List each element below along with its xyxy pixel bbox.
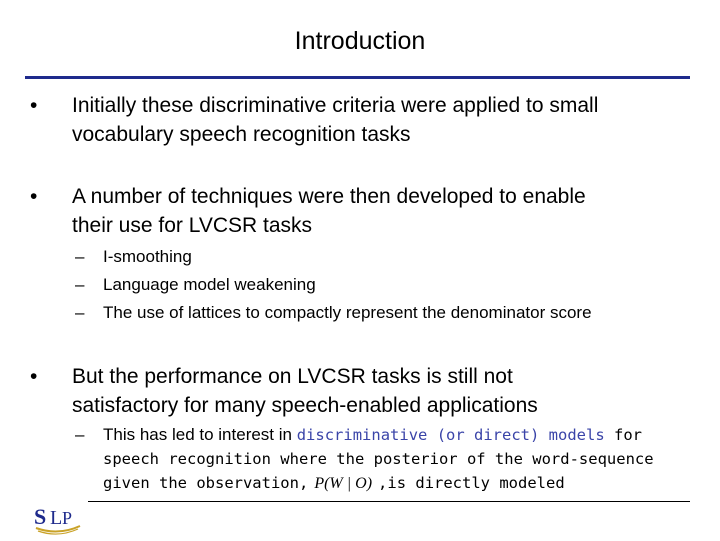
slp-logo-icon <box>28 500 88 536</box>
sub-item-4-text-a: This has led to interest in <box>103 425 297 444</box>
bullet-3 <box>30 362 690 420</box>
sub-item-3-text: The use of lattices to compactly represent the denominator score <box>103 303 592 322</box>
sub-item-2 <box>75 272 695 298</box>
bullet-3-line-2: satisfactory for many speech-enabled applications <box>72 394 538 417</box>
sub-item-1-text: I-smoothing <box>103 247 192 266</box>
bullet-dot: • <box>30 94 38 117</box>
bullet-1 <box>30 91 690 149</box>
bullet-2-line-1: A number of techniques were then developed to enable <box>72 185 586 208</box>
slp-logo <box>28 500 88 536</box>
svg-text:S: S <box>34 504 47 529</box>
svg-text:P: P <box>62 508 73 528</box>
dash-marker: – <box>75 247 85 266</box>
dash-marker: – <box>75 303 85 322</box>
bullet-1-line-2: vocabulary speech recognition tasks <box>72 123 411 146</box>
sub-item-2-text: Language model weakening <box>103 275 316 294</box>
svg-text:L: L <box>50 507 63 529</box>
bullet-dot: • <box>30 365 38 388</box>
sub-item-4-line-2: speech recognition where the posterior of the word-sequence <box>103 450 654 468</box>
title-underline <box>25 76 690 79</box>
sub-item-3 <box>75 300 695 326</box>
bullet-2 <box>30 182 690 240</box>
footer-rule <box>88 501 690 502</box>
sub-item-4-line-1 <box>103 423 695 447</box>
sub-item-4-text-d: ,is directly modeled <box>378 474 565 492</box>
bullet-3-line-1: But the performance on LVCSR tasks is still not <box>72 365 513 388</box>
highlight-term: discriminative (or direct) models <box>296 426 605 444</box>
posterior-formula: P(W | O) <box>314 475 373 492</box>
slide-title: Introduction <box>294 27 426 55</box>
bullet-2-line-2: their use for LVCSR tasks <box>72 214 313 237</box>
bullet-1-line-1: Initially these discriminative criteria were applied to small <box>72 94 599 117</box>
sub-item-1 <box>75 244 695 270</box>
bullet-dot: • <box>30 185 38 208</box>
dash-marker: – <box>75 275 85 294</box>
sub-item-4 <box>75 423 695 496</box>
sub-item-4-text-c: given the observation, <box>103 474 309 492</box>
sub-item-4-line-3 <box>103 471 695 496</box>
dash-marker: – <box>75 425 85 444</box>
sub-item-4-text-b: for <box>604 426 642 444</box>
